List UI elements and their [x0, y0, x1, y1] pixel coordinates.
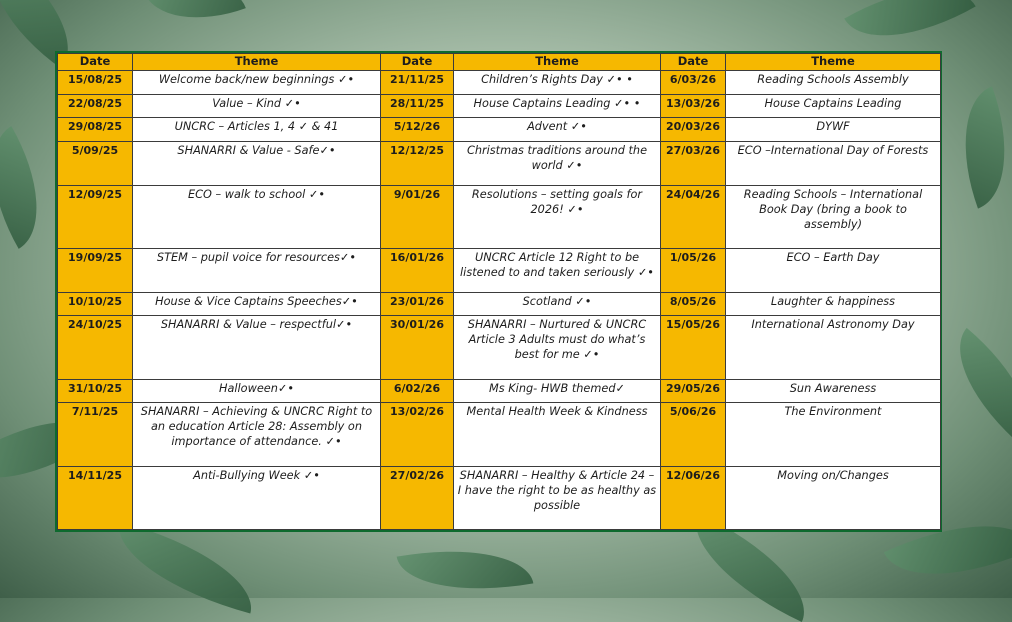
theme-cell: ECO – walk to school ✓• [133, 185, 381, 248]
theme-cell: Halloween✓• [133, 379, 381, 403]
date-cell: 16/01/26 [381, 249, 454, 293]
table-row [58, 142, 941, 186]
column-header-date: Date [661, 54, 726, 71]
date-cell: 31/10/25 [58, 379, 133, 403]
theme-cell: Mental Health Week & Kindness [454, 403, 661, 466]
theme-cell: SHANARRI – Healthy & Article 24 – I have the right to be as healthy as possible [454, 466, 661, 529]
date-cell: 22/08/25 [58, 94, 133, 118]
theme-cell: SHANARRI – Nurtured & UNCRC Article 3 Adults must do what’s best for me ✓• [454, 316, 661, 379]
date-cell: 12/06/26 [661, 466, 726, 529]
theme-cell: Advent ✓• [454, 118, 661, 142]
table-row [58, 379, 941, 403]
date-cell: 29/05/26 [661, 379, 726, 403]
date-cell: 1/05/26 [661, 249, 726, 293]
theme-cell: House Captains Leading [726, 94, 941, 118]
date-cell: 12/12/25 [381, 142, 454, 186]
theme-cell: Resolutions – setting goals for 2026! ✓• [454, 185, 661, 248]
date-cell: 9/01/26 [381, 185, 454, 248]
column-header-date: Date [381, 54, 454, 71]
assembly-schedule-table [57, 53, 941, 530]
theme-cell: Laughter & happiness [726, 292, 941, 316]
date-cell: 24/10/25 [58, 316, 133, 379]
theme-cell: SHANARRI & Value - Safe✓• [133, 142, 381, 186]
theme-cell: DYWF [726, 118, 941, 142]
date-cell: 7/11/25 [58, 403, 133, 466]
date-cell: 15/08/25 [58, 71, 133, 95]
theme-cell: International Astronomy Day [726, 316, 941, 379]
date-cell: 20/03/26 [661, 118, 726, 142]
table-row [58, 466, 941, 529]
date-cell: 13/02/26 [381, 403, 454, 466]
theme-cell: SHANARRI – Achieving & UNCRC Right to an education Article 28: Assembly on importance of attendance. ✓• [133, 403, 381, 466]
table-row [58, 316, 941, 379]
date-cell: 19/09/25 [58, 249, 133, 293]
date-cell: 12/09/25 [58, 185, 133, 248]
date-cell: 24/04/26 [661, 185, 726, 248]
theme-cell: Reading Schools Assembly [726, 71, 941, 95]
date-cell: 21/11/25 [381, 71, 454, 95]
theme-cell: Christmas traditions around the world ✓• [454, 142, 661, 186]
table-row [58, 185, 941, 248]
date-cell: 5/12/26 [381, 118, 454, 142]
theme-cell: The Environment [726, 403, 941, 466]
date-cell: 28/11/25 [381, 94, 454, 118]
theme-cell: Moving on/Changes [726, 466, 941, 529]
theme-cell: Children’s Rights Day ✓• • [454, 71, 661, 95]
theme-cell: UNCRC Article 12 Right to be listened to and taken seriously ✓• [454, 249, 661, 293]
table-header-row [58, 54, 941, 71]
table-row [58, 292, 941, 316]
leaf-decoration [940, 86, 1012, 208]
leaf-decoration [144, 0, 246, 39]
date-cell: 23/01/26 [381, 292, 454, 316]
theme-cell: House & Vice Captains Speeches✓• [133, 292, 381, 316]
date-cell: 8/05/26 [661, 292, 726, 316]
date-cell: 10/10/25 [58, 292, 133, 316]
date-cell: 6/02/26 [381, 379, 454, 403]
table-row [58, 249, 941, 293]
leaf-decoration [105, 522, 264, 614]
date-cell: 29/08/25 [58, 118, 133, 142]
column-header-theme: Theme [726, 54, 941, 71]
date-cell: 13/03/26 [661, 94, 726, 118]
leaf-decoration [931, 328, 1012, 447]
date-cell: 14/11/25 [58, 466, 133, 529]
theme-cell: ECO –International Day of Forests [726, 142, 941, 186]
theme-cell: Value – Kind ✓• [133, 94, 381, 118]
date-cell: 6/03/26 [661, 71, 726, 95]
theme-cell: SHANARRI & Value – respectful✓• [133, 316, 381, 379]
date-cell: 27/03/26 [661, 142, 726, 186]
date-cell: 5/06/26 [661, 403, 726, 466]
table-row [58, 118, 941, 142]
theme-cell: STEM – pupil voice for resources✓• [133, 249, 381, 293]
leaf-decoration [397, 534, 534, 606]
theme-cell: House Captains Leading ✓• • [454, 94, 661, 118]
table-row [58, 403, 941, 466]
theme-cell: UNCRC – Articles 1, 4 ✓ & 41 [133, 118, 381, 142]
date-cell: 15/05/26 [661, 316, 726, 379]
theme-cell: Reading Schools – International Book Day (bring a book to assembly) [726, 185, 941, 248]
theme-cell: ECO – Earth Day [726, 249, 941, 293]
column-header-theme: Theme [133, 54, 381, 71]
date-cell: 30/01/26 [381, 316, 454, 379]
theme-cell: Ms King- HWB themed✓ [454, 379, 661, 403]
assembly-schedule-panel [55, 51, 942, 532]
date-cell: 27/02/26 [381, 466, 454, 529]
column-header-theme: Theme [454, 54, 661, 71]
column-header-date: Date [58, 54, 133, 71]
theme-cell: Sun Awareness [726, 379, 941, 403]
theme-cell: Scotland ✓• [454, 292, 661, 316]
theme-cell: Anti-Bullying Week ✓• [133, 466, 381, 529]
table-row [58, 71, 941, 95]
theme-cell: Welcome back/new beginnings ✓• [133, 71, 381, 95]
table-row [58, 94, 941, 118]
date-cell: 5/09/25 [58, 142, 133, 186]
